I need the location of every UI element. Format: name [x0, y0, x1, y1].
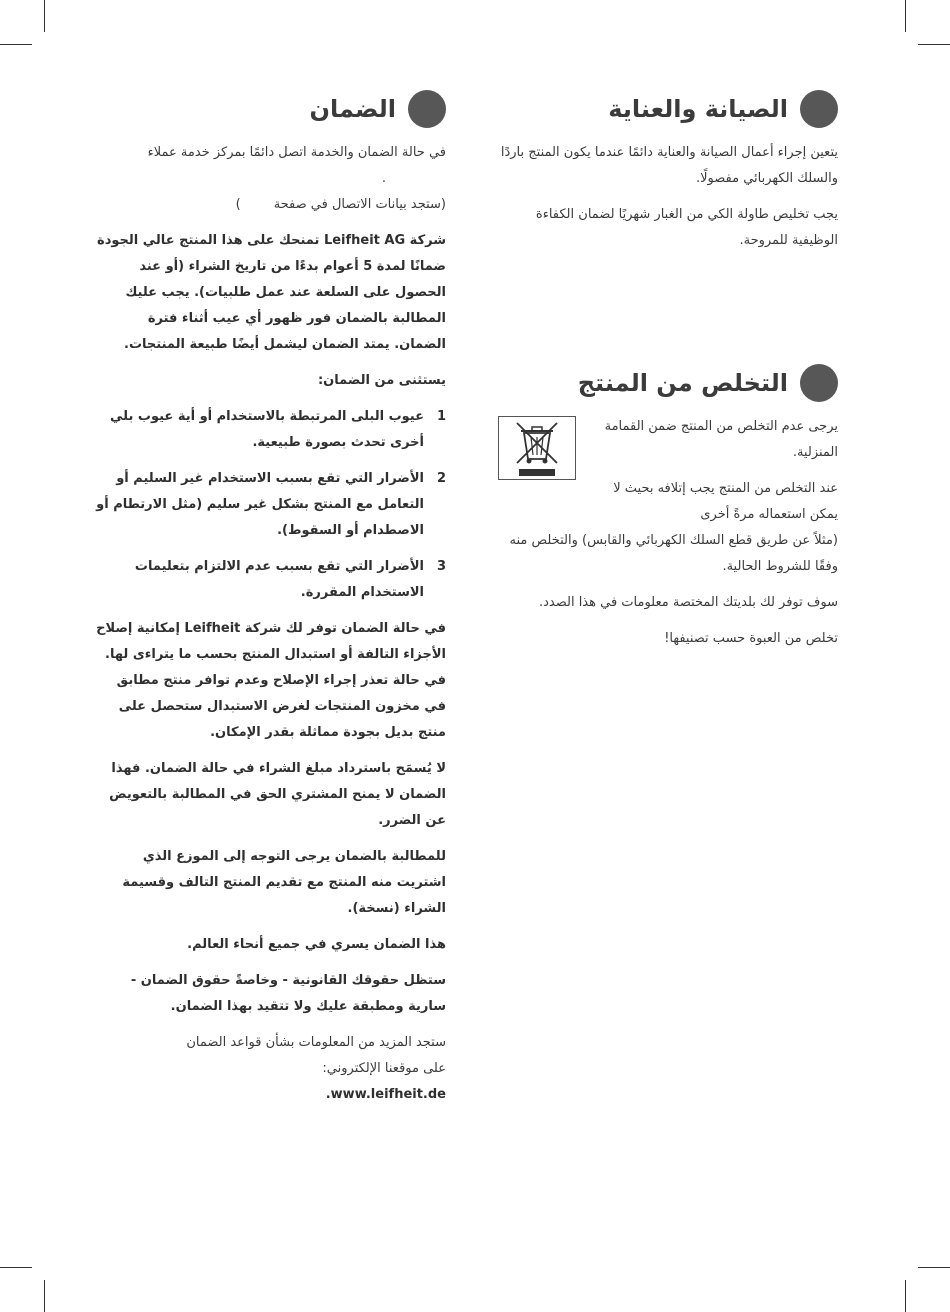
warranty-paragraph: للمطالبة بالضمان يرجى التوجه إلى الموزع الذي اشتريت منه المنتج مع تقديم المنتج التالف وقسيمة الشراء (نسخة).	[122, 849, 446, 916]
crop-mark	[0, 1267, 32, 1268]
warranty-heading	[92, 90, 446, 128]
warranty-paragraph: شركة Leifheit AG تمنحك على هذا المنتج عالي الجودة ضمانًا لمدة 5 أعوام بدءًا من تاريخ الشراء (أو عند الحصول على السلعة عند عمل طلبيات). يجب عليك المطالبة بالضمان فور ظهور أي عيب أثناء فترة الضمان. يمتد الضمان ليشمل أيضًا طبيعة المنتجات.	[97, 233, 446, 352]
right-column	[498, 90, 838, 662]
list-item	[92, 554, 446, 606]
disposal-paragraph: تخلص من العبوة حسب تصنيفها!	[664, 631, 838, 646]
maintenance-paragraph: يتعين إجراء أعمال الصيانة والعناية دائمًا عندما يكون المنتج باردًا والسلك الكهربائي مفصولًا.	[500, 145, 838, 186]
disposal-paragraph: يرجى عدم التخلص من المنتج ضمن القمامة المنزلية.	[604, 419, 838, 460]
warranty-paragraph: هذا الضمان يسري في جميع أنحاء العالم.	[187, 937, 446, 952]
list-text: الأضرار التي تقع بسبب الاستخدام غير السليم أو التعامل مع المنتج بشكل غير سليم (مثل الارتطام أو الاصطدام أو السقوط).	[96, 471, 424, 538]
warranty-intro	[92, 140, 446, 192]
bullet-dot-icon	[408, 90, 446, 128]
list-text: عيوب البلى المرتبطة بالاستخدام أو أية عيوب بلي أخرى تحدث بصورة طبيعية.	[110, 409, 424, 450]
disposal-heading	[498, 364, 838, 402]
warranty-contact-note: (ستجد بيانات الاتصال في صفحة )	[235, 197, 446, 212]
crop-mark	[918, 1267, 950, 1268]
list-item	[92, 404, 446, 456]
disposal-heading-text: التخلص من المنتج	[577, 369, 788, 397]
maintenance-heading-text: الصيانة والعناية	[608, 95, 788, 123]
warranty-paragraph: لا يُسمَح باسترداد مبلغ الشراء في حالة الضمان. فهذا الضمان لا يمنح المشتري الحق في المطالبة بالتعويض عن الضرر.	[109, 761, 446, 828]
warranty-more-info: ستجد المزيد من المعلومات بشأن قواعد الضمان	[186, 1035, 446, 1050]
warranty-paragraph: في حالة الضمان توفر لك شركة Leifheit إمكانية إصلاح الأجزاء التالفة أو استبدال المنتج بحسب ما يتراءى لها. في حالة تعذر إجراء الإصلاح وعدم توافر منتج مطابق في مخزون المنتجات لغرض الاستبدال ستحصل على منتج بديل بجودة مماثلة بقدر الإمكان.	[96, 621, 446, 740]
disposal-symbol-row	[498, 414, 838, 528]
crop-mark	[44, 0, 45, 32]
list-number: 2	[436, 471, 446, 486]
disposal-paragraph: سوف توفر لك بلديتك المختصة معلومات في هذا الصدد.	[538, 595, 838, 610]
list-number: 3	[436, 559, 446, 574]
exclusions-title: يستثنى من الضمان:	[317, 373, 446, 388]
disposal-paragraph: عند التخلص من المنتج يجب إتلافه بحيث لا يمكن استعماله مرةً أخرى	[613, 481, 838, 522]
list-text: الأضرار التي تقع بسبب عدم الالتزام بتعليمات الاستخدام المقررة.	[134, 559, 424, 600]
maintenance-heading	[498, 90, 838, 128]
warranty-website-label: على موقعنا الإلكتروني:	[322, 1061, 446, 1076]
crop-mark	[0, 44, 32, 45]
maintenance-paragraph: يجب تخليص طاولة الكي من الغبار شهريًا لضمان الكفاءة الوظيفية للمروحة.	[535, 207, 838, 248]
exclusions-list	[92, 404, 446, 606]
disposal-paragraph: (مثلاً عن طريق قطع السلك الكهربائي والقابس) والتخلص منه وفقًا للشروط الحالية.	[509, 533, 838, 574]
warranty-paragraph: ستظل حقوقك القانونية - وخاصةً حقوق الضمان - سارية ومطبقة عليك ولا تتقيد بهذا الضمان.	[130, 973, 446, 1014]
warranty-website-link[interactable]: .www.leifheit.de	[325, 1087, 446, 1102]
crop-mark	[905, 1280, 906, 1312]
warranty-heading-text: الضمان	[309, 95, 396, 123]
list-item	[92, 466, 446, 544]
bullet-dot-icon	[800, 90, 838, 128]
warranty-intro-period: .	[381, 171, 386, 186]
crop-mark	[44, 1280, 45, 1312]
list-number: 1	[436, 409, 446, 424]
crop-mark	[918, 44, 950, 45]
warranty-intro-text: في حالة الضمان والخدمة اتصل دائمًا بمركز خدمة عملاء	[147, 145, 446, 160]
left-column	[92, 90, 446, 1118]
crop-mark	[905, 0, 906, 32]
bullet-dot-icon	[800, 364, 838, 402]
crossed-out-wheelie-bin-icon	[498, 416, 576, 480]
